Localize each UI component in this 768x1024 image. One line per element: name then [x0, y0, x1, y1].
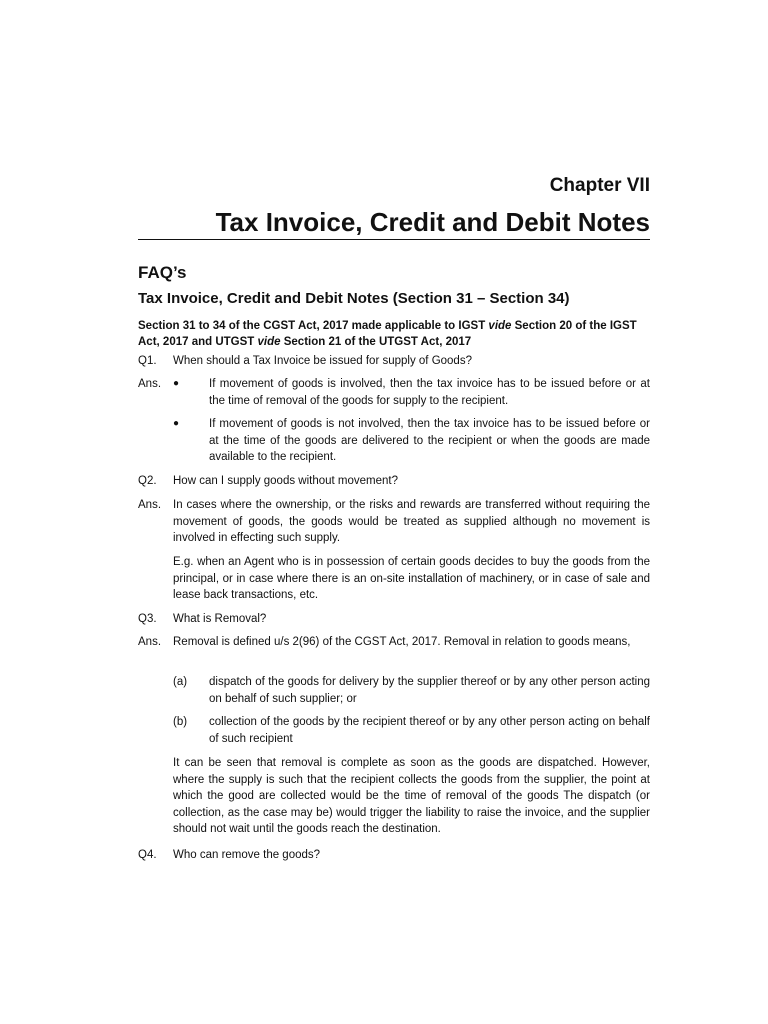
question-marker: Q4. — [138, 849, 157, 861]
answer-bullet — [173, 416, 650, 466]
answer-1-continued — [138, 416, 650, 466]
answer-2 — [138, 497, 650, 547]
applicability-part-2: Section 20 of the IGST Act, 2017 and UTGST — [138, 320, 637, 348]
answer-2-example — [138, 554, 650, 604]
applicability-part-1: Section 31 to 34 of the CGST Act, 2017 made applicable to IGST — [138, 320, 489, 332]
answer-3-closing — [138, 755, 650, 838]
answer-paragraph: It can be seen that removal is complete as soon as the goods are dispatched. However, where the supply is such that the recipient collects the goods from the supplier, the point at which the good are collected would be the time of removal of the goods The dispatch (or collection, as the case may be) would trigger the liability to raise the invoice, and the supplier should not wait until the goods reach the destination. — [173, 757, 650, 835]
answer-marker: Ans. — [138, 378, 162, 390]
answer-paragraph: E.g. when an Agent who is in possession of certain goods decides to buy the goods from the principal, or in case where there is an on-site installation of machinery, or in case of sale and lease back transactions, etc. — [173, 556, 650, 601]
question-text: How can I supply goods without movement? — [173, 475, 399, 487]
answer-1 — [138, 376, 650, 409]
bullet-icon: ● — [173, 418, 180, 429]
question-marker: Q1. — [138, 355, 157, 367]
faq-heading: FAQ’s — [138, 263, 187, 282]
answer-body — [173, 416, 650, 466]
bullet-icon: ● — [173, 378, 180, 389]
removal-item-a — [138, 674, 650, 707]
answer-marker: Ans. — [138, 499, 162, 511]
removal-item-b — [138, 714, 650, 747]
question-1 — [138, 353, 650, 370]
section-heading: Tax Invoice, Credit and Debit Notes (Section 31 – Section 34) — [138, 290, 570, 307]
applicability-vide-2: vide — [257, 336, 281, 348]
answer-body — [173, 376, 650, 409]
answer-bullet — [173, 376, 650, 409]
question-4 — [138, 847, 650, 864]
applicability-note — [138, 318, 650, 350]
list-item-mark: (b) — [173, 716, 188, 728]
question-text: What is Removal? — [173, 613, 267, 625]
chapter-title: Tax Invoice, Credit and Debit Notes — [215, 207, 650, 237]
title-divider — [138, 239, 650, 240]
list-item-mark: (a) — [173, 676, 188, 688]
bullet-text: If movement of goods is not involved, then the tax invoice has to be issued before or at the time of the goods are delivered to the recipient or when the goods are made available to the recipient. — [209, 418, 650, 463]
answer-marker: Ans. — [138, 636, 162, 648]
question-3 — [138, 611, 650, 628]
list-item-text: dispatch of the goods for delivery by the supplier thereof or by any other person acting on behalf of such supplier; or — [209, 676, 650, 705]
chapter-label: Chapter VII — [549, 175, 650, 196]
question-marker: Q3. — [138, 613, 157, 625]
bullet-text: If movement of goods is involved, then the tax invoice has to be issued before or at the time of removal of the goods for supply to the recipient. — [209, 378, 650, 407]
list-item-text: collection of the goods by the recipient thereof or by any other person acting on behalf of such recipient — [209, 716, 650, 745]
question-marker: Q2. — [138, 475, 157, 487]
question-text: When should a Tax Invoice be issued for supply of Goods? — [173, 355, 472, 367]
answer-paragraph: In cases where the ownership, or the risks and rewards are transferred without requiring the movement of goods, the goods would be treated as supplied although no movement is involved in effecting such supply. — [173, 499, 650, 544]
list-item — [173, 714, 650, 747]
question-2 — [138, 473, 650, 490]
question-text: Who can remove the goods? — [173, 849, 321, 861]
answer-3 — [138, 634, 650, 651]
applicability-vide-1: vide — [488, 320, 512, 332]
answer-paragraph: Removal is defined u/s 2(96) of the CGST Act, 2017. Removal in relation to goods means, — [173, 636, 631, 648]
applicability-part-3: Section 21 of the UTGST Act, 2017 — [280, 336, 472, 348]
list-item — [173, 674, 650, 707]
